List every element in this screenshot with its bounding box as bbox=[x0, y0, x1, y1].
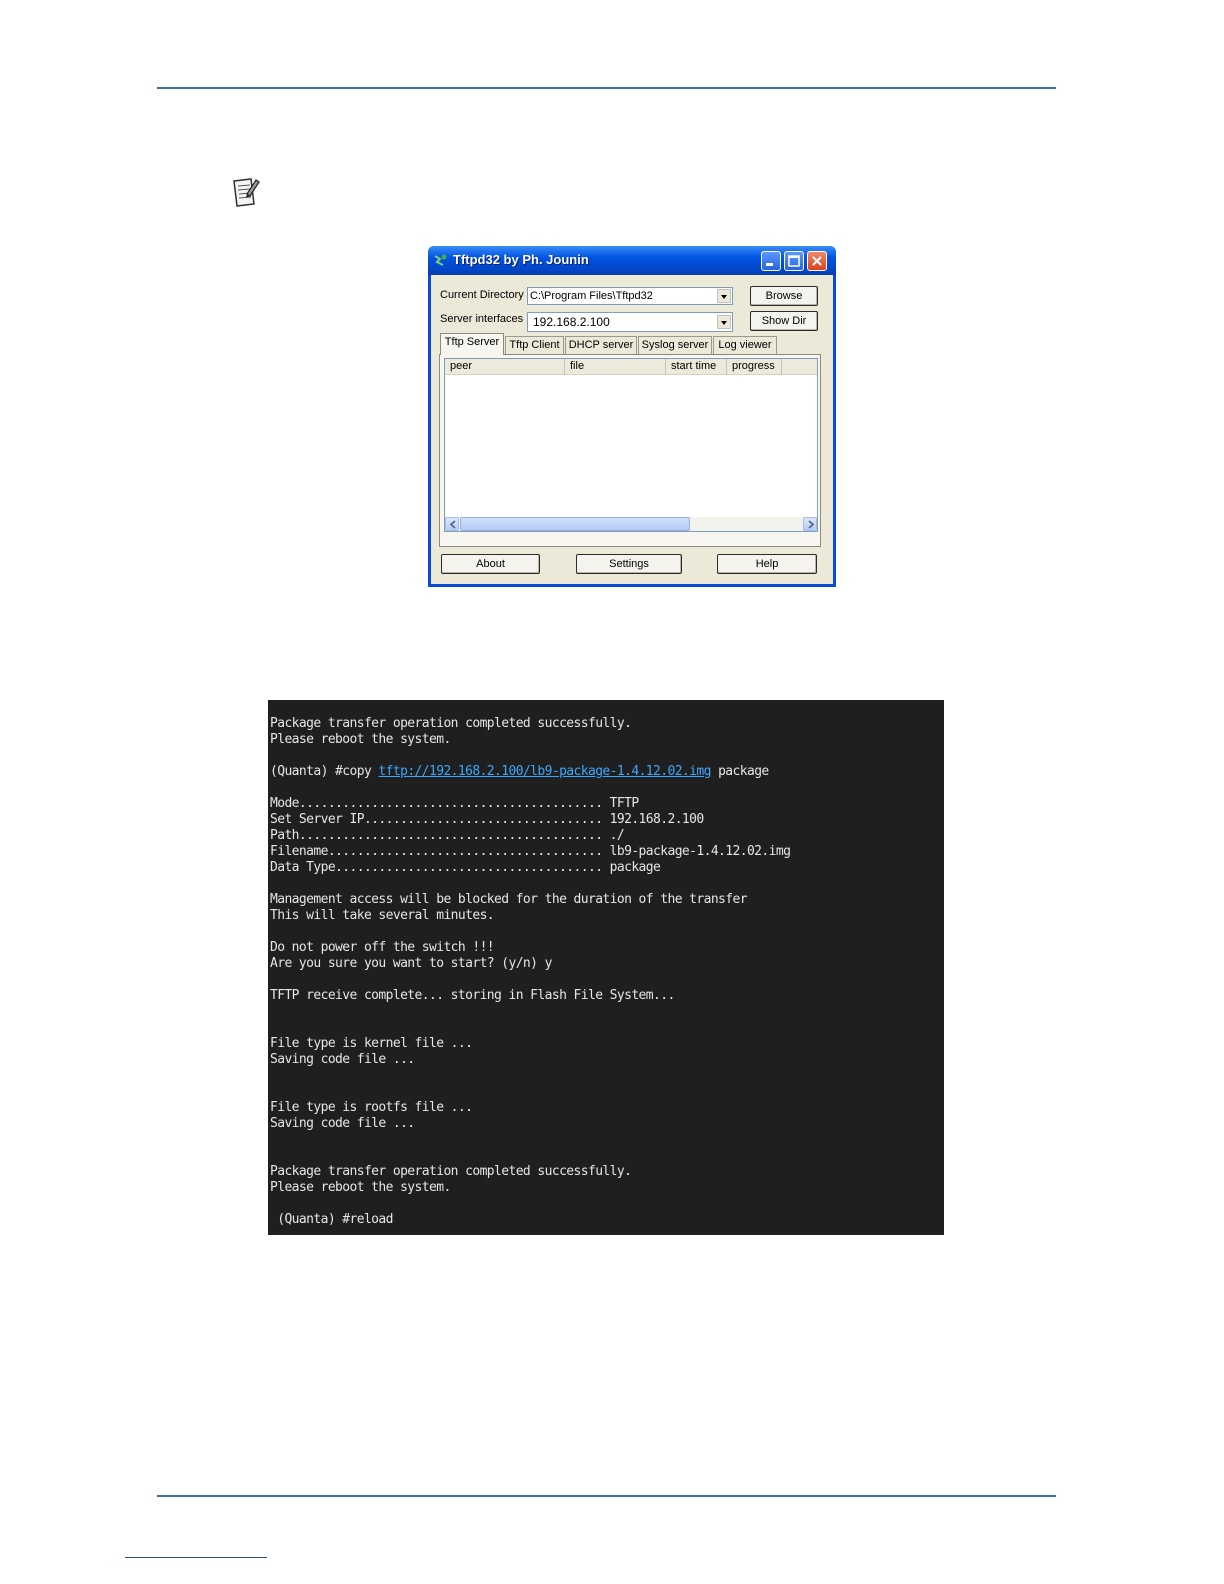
show-dir-button[interactable]: Show Dir bbox=[750, 311, 818, 331]
console-line: Package transfer operation completed successfully. bbox=[270, 716, 632, 731]
console-line: TFTP receive complete... storing in Flash File System... bbox=[270, 988, 675, 1003]
maximize-icon bbox=[785, 252, 803, 270]
scroll-right-button[interactable] bbox=[803, 517, 817, 531]
console-line: (Quanta) #reload bbox=[270, 1212, 393, 1227]
title-bar[interactable] bbox=[428, 246, 836, 275]
console-line: Are you sure you want to start? (y/n) y bbox=[270, 956, 552, 971]
console-line: Set Server IP................................. 192.168.2.100 bbox=[270, 812, 704, 827]
chevron-right-icon bbox=[807, 520, 815, 529]
current-directory-value: C:\Program Files\Tftpd32 bbox=[530, 290, 653, 302]
console-line: Package transfer operation completed successfully. bbox=[270, 1164, 632, 1179]
current-directory-combo[interactable] bbox=[527, 287, 733, 305]
console-line: Saving code file ... bbox=[270, 1052, 415, 1067]
footer-underline bbox=[125, 1557, 267, 1558]
column-header-peer[interactable]: peer bbox=[445, 359, 565, 375]
maximize-button[interactable] bbox=[784, 251, 804, 271]
console-line: Please reboot the system. bbox=[270, 732, 451, 747]
footer-rule bbox=[157, 1495, 1056, 1497]
column-header-start-time[interactable]: start time bbox=[666, 359, 727, 375]
server-interfaces-combo[interactable] bbox=[527, 312, 733, 332]
console-line: Do not power off the switch !!! bbox=[270, 940, 495, 955]
header-rule bbox=[157, 87, 1056, 89]
console-line: File type is rootfs file ... bbox=[270, 1100, 473, 1115]
chevron-down-icon[interactable] bbox=[717, 315, 731, 329]
console-line: Filename...................................... lb9-package-1.4.12.02.img bbox=[270, 844, 791, 859]
chevron-down-icon[interactable] bbox=[717, 289, 731, 303]
horizontal-scrollbar[interactable] bbox=[445, 517, 817, 531]
console-line: Data Type..................................... package bbox=[270, 860, 661, 875]
about-button[interactable]: About bbox=[441, 554, 540, 574]
column-header-file[interactable]: file bbox=[565, 359, 666, 375]
server-interfaces-value: 192.168.2.100 bbox=[533, 315, 610, 329]
tab-syslog-server[interactable]: Syslog server bbox=[638, 336, 712, 354]
console-line: Mode.......................................... TFTP bbox=[270, 796, 639, 811]
tftp-server-panel bbox=[439, 354, 821, 547]
help-button[interactable]: Help bbox=[717, 554, 817, 574]
close-button[interactable] bbox=[807, 251, 827, 271]
chevron-left-icon bbox=[449, 520, 457, 529]
transfers-list[interactable] bbox=[444, 358, 818, 532]
console-line: Path.......................................... ./ bbox=[270, 828, 625, 843]
server-interfaces-label: Server interfaces bbox=[440, 313, 524, 325]
tftpd32-window bbox=[428, 246, 836, 587]
tftp-url-link[interactable]: tftp://192.168.2.100/lb9-package-1.4.12.02.img bbox=[378, 764, 711, 779]
copy-command-line bbox=[270, 764, 769, 780]
column-header-empty bbox=[782, 359, 818, 375]
console-line: This will take several minutes. bbox=[270, 908, 495, 923]
minimize-icon bbox=[762, 252, 780, 270]
console-line: Management access will be blocked for the duration of the transfer bbox=[270, 892, 747, 907]
copy-command-prefix: (Quanta) #copy bbox=[270, 764, 379, 779]
browse-button[interactable]: Browse bbox=[750, 286, 818, 306]
console-line: File type is kernel file ... bbox=[270, 1036, 473, 1051]
minimize-button[interactable] bbox=[761, 251, 781, 271]
column-header-progress[interactable]: progress bbox=[727, 359, 782, 375]
close-icon bbox=[808, 252, 826, 270]
tab-tftp-client[interactable]: Tftp Client bbox=[505, 336, 564, 354]
tab-log-viewer[interactable]: Log viewer bbox=[713, 336, 777, 354]
terminal-console bbox=[268, 700, 944, 1235]
tab-tftp-server[interactable]: Tftp Server bbox=[440, 333, 504, 355]
tab-dhcp-server[interactable]: DHCP server bbox=[565, 336, 637, 354]
app-icon bbox=[434, 253, 448, 267]
console-line: Please reboot the system. bbox=[270, 1180, 451, 1195]
window-title: Tftpd32 by Ph. Jounin bbox=[453, 252, 589, 267]
note-icon bbox=[229, 174, 261, 210]
console-line: Saving code file ... bbox=[270, 1116, 415, 1131]
settings-button[interactable]: Settings bbox=[576, 554, 682, 574]
copy-command-suffix: package bbox=[710, 764, 769, 779]
current-directory-label: Current Directory bbox=[440, 289, 524, 301]
scroll-left-button[interactable] bbox=[445, 517, 459, 531]
scroll-thumb[interactable] bbox=[460, 517, 690, 531]
